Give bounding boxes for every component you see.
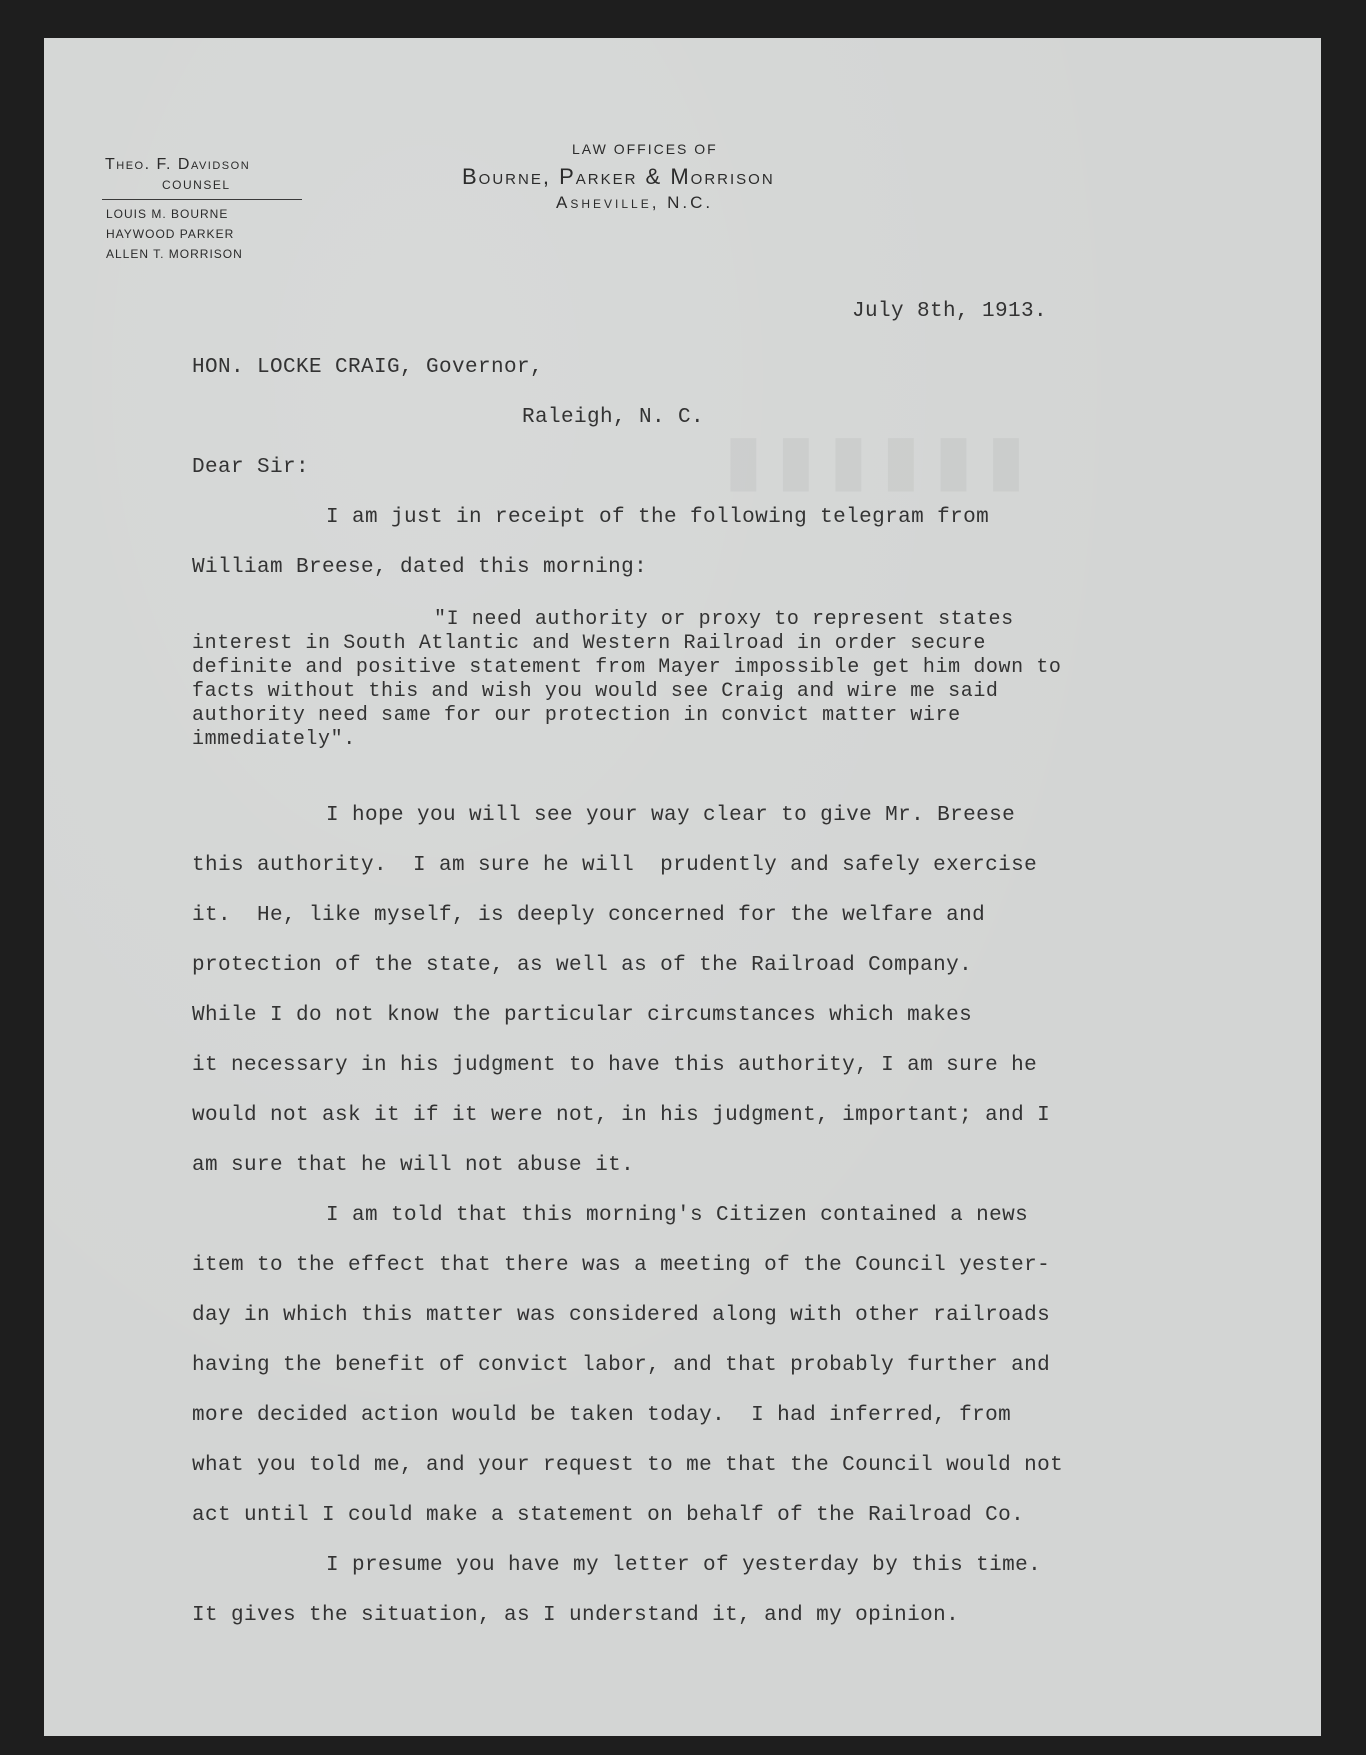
- counsel-name: Theo. F. Davidson: [105, 156, 251, 173]
- salutation: Dear Sir:: [192, 456, 310, 479]
- body-line: am sure that he will not abuse it.: [192, 1154, 635, 1177]
- body-line: more decided action would be taken today. I had inferred, from: [192, 1404, 1012, 1427]
- show-through-watermark: ▮▮▮▮▮▮: [724, 418, 1040, 500]
- body-line: I hope you will see your way clear to give Mr. Breese: [326, 804, 1016, 827]
- body-line: would not ask it if it were not, in his judgment, important; and I: [192, 1104, 1051, 1127]
- firm-city: Asheville, N.C.: [556, 193, 714, 212]
- telegram-quote-line: immediately".: [192, 728, 356, 751]
- body-line: day in which this matter was considered along with other railroads: [192, 1304, 1051, 1327]
- law-offices-label: LAW OFFICES OF: [572, 141, 718, 157]
- body-line: I presume you have my letter of yesterday by this time.: [326, 1554, 1042, 1577]
- body-line: protection of the state, as well as of the Railroad Company.: [192, 954, 973, 977]
- body-line: While I do not know the particular circumstances which makes: [192, 1004, 973, 1027]
- body-line: it necessary in his judgment to have this authority, I am sure he: [192, 1054, 1038, 1077]
- recipient-name: HON. LOCKE CRAIG, Governor,: [192, 356, 544, 379]
- telegram-quote-line: facts without this and wish you would see Craig and wire me said: [192, 680, 999, 703]
- recipient-city: Raleigh, N. C.: [522, 406, 705, 429]
- body-line: what you told me, and your request to me that the Council would not: [192, 1454, 1064, 1477]
- body-line: item to the effect that there was a meeting of the Council yester-: [192, 1254, 1051, 1277]
- telegram-quote-line: interest in South Atlantic and Western Railroad in order secure: [192, 632, 986, 655]
- counsel-divider: [102, 199, 302, 200]
- body-line: William Breese, dated this morning:: [192, 556, 648, 579]
- body-line: I am told that this morning's Citizen contained a news: [326, 1204, 1029, 1227]
- telegram-quote-line: definite and positive statement from Mayer impossible get him down to: [192, 656, 1062, 679]
- partner-name: LOUIS M. BOURNE: [106, 207, 229, 221]
- telegram-quote-line: "I need authority or proxy to represent states: [434, 608, 1014, 631]
- telegram-quote-line: authority need same for our protection in convict matter wire: [192, 704, 961, 727]
- body-line: this authority. I am sure he will prudently and safely exercise: [192, 854, 1038, 877]
- body-line: It gives the situation, as I understand it, and my opinion.: [192, 1604, 960, 1627]
- body-line: act until I could make a statement on behalf of the Railroad Co.: [192, 1504, 1025, 1527]
- body-line: I am just in receipt of the following telegram from: [326, 506, 990, 529]
- letter-page: [44, 38, 1321, 1736]
- firm-name: Bourne, Parker & Morrison: [462, 164, 775, 189]
- counsel-title: COUNSEL: [162, 178, 231, 192]
- partner-name: ALLEN T. MORRISON: [106, 247, 243, 261]
- partner-name: HAYWOOD PARKER: [106, 227, 235, 241]
- body-line: it. He, like myself, is deeply concerned for the welfare and: [192, 904, 986, 927]
- letter-date: July 8th, 1913.: [852, 300, 1048, 323]
- body-line: having the benefit of convict labor, and that probably further and: [192, 1354, 1051, 1377]
